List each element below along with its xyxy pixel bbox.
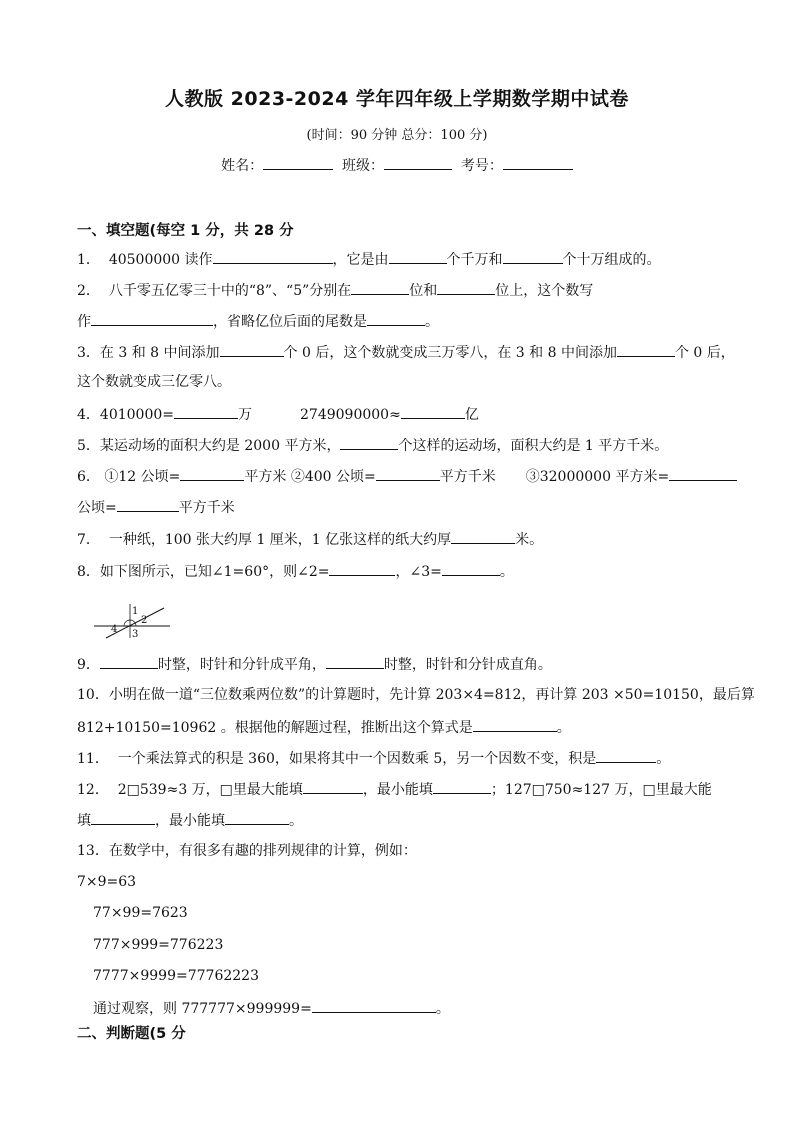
answer-blank[interactable] <box>451 529 515 544</box>
exam-title: 人教版 2023-2024 学年四年级上学期数学期中试卷 <box>165 88 629 110</box>
student-info-row <box>0 155 794 175</box>
question-3-cont: 这个数就变成三亿零八。 <box>77 374 231 390</box>
question-10: 10．小明在做一道“三位数乘两位数”的计算题时，先计算 203×4=812，再计算 203 ×50=10150，最后算 <box>77 687 755 703</box>
pattern-line-3: 777×999=776223 <box>93 937 224 953</box>
answer-blank[interactable] <box>340 435 398 450</box>
answer-blank[interactable] <box>329 561 395 576</box>
pattern-line-1: 7×9=63 <box>77 874 137 890</box>
pattern-line-2: 77×99=7623 <box>93 905 188 921</box>
answer-blank[interactable] <box>442 561 500 576</box>
answer-blank[interactable] <box>669 466 737 481</box>
answer-blank[interactable] <box>312 998 436 1013</box>
answer-blank[interactable] <box>220 342 284 357</box>
answer-blank[interactable] <box>213 249 333 264</box>
answer-blank[interactable] <box>326 654 384 669</box>
question-13-prompt: 通过观察，则 777777×999999= 。 <box>93 998 450 1018</box>
exam-no-label: 考号： <box>460 158 503 174</box>
pattern-line-4: 7777×9999=77762223 <box>93 968 259 984</box>
exam-subtitle: (时间：90 分钟 总分：100 分) <box>306 128 488 143</box>
answer-blank[interactable] <box>225 810 289 825</box>
question-1: 1． 40500000 读作 ，它是由 个千万和 个十万组成的。 <box>77 249 661 269</box>
angle-label-2: 2 <box>141 615 148 626</box>
answer-blank[interactable] <box>174 404 238 419</box>
answer-blank[interactable] <box>303 779 363 794</box>
answer-blank[interactable] <box>91 810 155 825</box>
answer-blank[interactable] <box>367 311 425 326</box>
question-2-cont: 作 ，省略亿位后面的尾数是 。 <box>77 311 439 331</box>
answer-blank[interactable] <box>596 748 656 763</box>
answer-blank[interactable] <box>389 249 447 264</box>
answer-blank[interactable] <box>617 342 675 357</box>
answer-blank[interactable] <box>91 311 213 326</box>
question-10-cont: 812+10150=10962 。根据他的解题过程，推断出这个算式是 。 <box>77 717 571 737</box>
question-4: 4．4010000= 万 2749090000≈ 亿 <box>77 404 479 424</box>
question-13: 13．在数学中，有很多有趣的排列规律的计算，例如： <box>77 843 417 859</box>
answer-blank[interactable] <box>100 654 158 669</box>
answer-blank[interactable] <box>503 249 563 264</box>
question-2: 2． 八千零五亿零三十中的“8”、“5”分别在 位和 位上，这个数写 <box>77 280 593 300</box>
section-2-heading: 二、判断题(5 分 <box>77 1026 186 1042</box>
answer-blank[interactable] <box>117 497 179 512</box>
name-field[interactable] <box>263 155 333 170</box>
question-12: 12． 2□539≈3 万，□里最大能填 ，最小能填 ；127□750≈127 万，□里最大能 <box>77 779 712 799</box>
answer-blank[interactable] <box>180 466 244 481</box>
question-7: 7． 一种纸，100 张大约厚 1 厘米，1 亿张这样的纸大约厚 米。 <box>77 529 543 549</box>
question-12-cont: 填 ，最小能填 。 <box>77 810 303 830</box>
question-5: 5．某运动场的面积大约是 2000 平方米， 个这样的运动场，面积大约是 1 平方千米。 <box>77 435 668 455</box>
answer-blank[interactable] <box>376 466 440 481</box>
angle-label-3: 3 <box>132 629 139 640</box>
answer-blank[interactable] <box>437 280 495 295</box>
question-9: 9． 时整，时针和分针成平角， 时整，时针和分针成直角。 <box>77 654 552 674</box>
question-8: 8．如下图所示，已知∠1=60°，则∠2= ，∠3= 。 <box>77 561 514 581</box>
question-6-cont: 公顷= 平方千米 <box>77 497 235 517</box>
answer-blank[interactable] <box>473 717 557 732</box>
angle-label-4: 4 <box>111 624 118 635</box>
angle-label-1: 1 <box>132 606 139 617</box>
exam-no-field[interactable] <box>503 155 573 170</box>
answer-blank[interactable] <box>351 280 409 295</box>
answer-blank[interactable] <box>433 779 491 794</box>
question-6: 6． ①12 公顷= 平方米 ②400 公顷= 平方千米 ③32000000 平方米= <box>77 466 737 486</box>
question-11: 11． 一个乘法算式的积是 360，如果将其中一个因数乘 5，另一个因数不变，积是 。 <box>77 748 670 768</box>
name-label: 姓名： <box>221 158 264 174</box>
angle-figure <box>92 600 172 640</box>
answer-blank[interactable] <box>401 404 465 419</box>
class-field[interactable] <box>384 155 452 170</box>
section-1-heading: 一、填空题(每空 1 分，共 28 分 <box>77 223 294 239</box>
class-label: 班级： <box>342 158 384 174</box>
question-3: 3．在 3 和 8 中间添加 个 0 后，这个数就变成三万零八，在 3 和 8 中间添加 个 0 后， <box>77 342 735 362</box>
